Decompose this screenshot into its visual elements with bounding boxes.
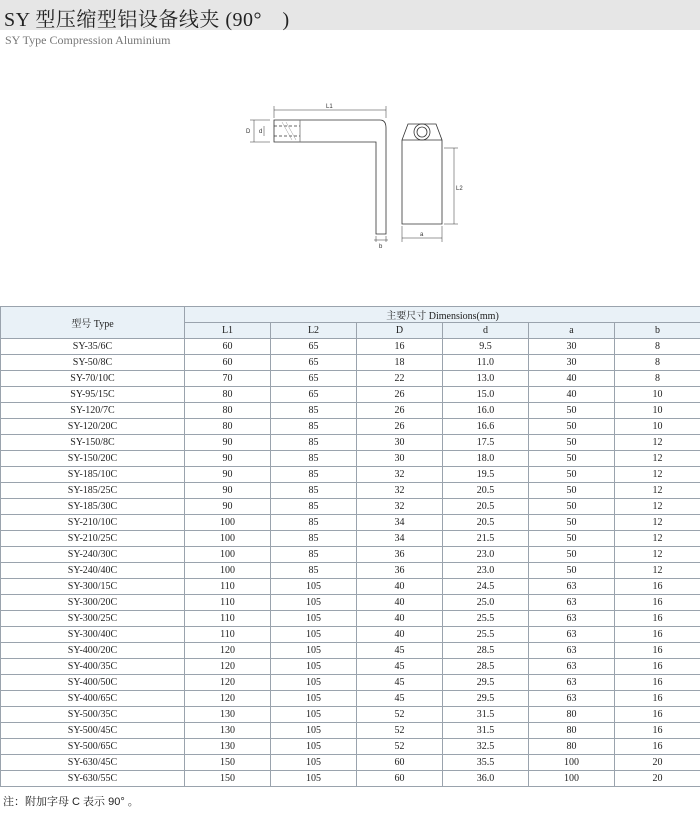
dimension-cell: 45: [357, 643, 443, 659]
dimension-cell: 31.5: [443, 707, 529, 723]
model-cell: SY-500/45C: [1, 723, 185, 739]
model-cell: SY-50/8C: [1, 355, 185, 371]
dimension-cell: 90: [185, 435, 271, 451]
dimension-cell: 16: [615, 627, 700, 643]
dimension-cell: 16: [615, 707, 700, 723]
dimension-cell: 105: [271, 707, 357, 723]
dimension-cell: 60: [185, 339, 271, 355]
dimension-cell: 105: [271, 739, 357, 755]
dimension-cell: 45: [357, 691, 443, 707]
dimension-cell: 11.0: [443, 355, 529, 371]
model-cell: SY-500/65C: [1, 739, 185, 755]
dimension-cell: 100: [185, 515, 271, 531]
dimension-cell: 19.5: [443, 467, 529, 483]
dimension-cell: 85: [271, 435, 357, 451]
table-row: [1, 579, 700, 595]
dimension-cell: 16: [615, 595, 700, 611]
dimension-cell: 63: [529, 643, 615, 659]
model-cell: SY-95/15C: [1, 387, 185, 403]
dimension-cell: 50: [529, 403, 615, 419]
dimension-cell: 105: [271, 643, 357, 659]
dimension-cell: 100: [529, 771, 615, 787]
dimension-cell: 105: [271, 675, 357, 691]
dimension-cell: 50: [529, 419, 615, 435]
dimension-cell: 10: [615, 419, 700, 435]
dimension-cell: 40: [357, 611, 443, 627]
dimension-cell: 105: [271, 611, 357, 627]
table-row: [1, 723, 700, 739]
page-title: SY 型压缩型铝设备线夹 (90° ): [4, 9, 290, 31]
dimension-cell: 60: [357, 755, 443, 771]
dimension-cell: 29.5: [443, 691, 529, 707]
dimension-cell: 150: [185, 771, 271, 787]
dimension-cell: 105: [271, 579, 357, 595]
table-row: [1, 419, 700, 435]
dimension-cell: 34: [357, 515, 443, 531]
dimension-cell: 16: [615, 723, 700, 739]
column-header-a: a: [529, 323, 615, 339]
dimension-cell: 150: [185, 755, 271, 771]
dimension-cell: 100: [185, 563, 271, 579]
table-row: [1, 755, 700, 771]
dimension-cell: 20: [615, 755, 700, 771]
model-cell: SY-300/25C: [1, 611, 185, 627]
dimension-cell: 16: [615, 691, 700, 707]
label-L2: L2: [456, 186, 463, 192]
column-header-b: b: [615, 323, 700, 339]
dimension-cell: 52: [357, 723, 443, 739]
dimension-cell: 25.0: [443, 595, 529, 611]
dimension-cell: 85: [271, 531, 357, 547]
dimension-cell: 12: [615, 531, 700, 547]
label-b: b: [379, 244, 383, 250]
side-view-outline: [274, 120, 386, 234]
dimension-cell: 18.0: [443, 451, 529, 467]
model-cell: SY-500/35C: [1, 707, 185, 723]
dimension-cell: 45: [357, 675, 443, 691]
model-cell: SY-300/15C: [1, 579, 185, 595]
dimension-cell: 90: [185, 499, 271, 515]
column-header-L2: L2: [271, 323, 357, 339]
model-cell: SY-300/40C: [1, 627, 185, 643]
dimension-cell: 31.5: [443, 723, 529, 739]
dimension-cell: 20.5: [443, 483, 529, 499]
dimension-cell: 28.5: [443, 659, 529, 675]
dimension-cell: 50: [529, 547, 615, 563]
table-row: [1, 707, 700, 723]
dimension-cell: 52: [357, 739, 443, 755]
dimension-cell: 12: [615, 483, 700, 499]
label-L1: L1: [326, 104, 333, 110]
table-row: [1, 387, 700, 403]
dimension-cell: 12: [615, 451, 700, 467]
dimension-cell: 120: [185, 691, 271, 707]
dimension-cell: 63: [529, 579, 615, 595]
dimension-cell: 20.5: [443, 515, 529, 531]
dimension-cell: 50: [529, 515, 615, 531]
dimension-cell: 60: [185, 355, 271, 371]
technical-drawing: [240, 100, 470, 250]
dimension-cell: 36: [357, 563, 443, 579]
dimension-cell: 20: [615, 771, 700, 787]
model-cell: SY-150/8C: [1, 435, 185, 451]
dimension-cell: 100: [529, 755, 615, 771]
dimension-cell: 12: [615, 499, 700, 515]
dimension-cell: 130: [185, 739, 271, 755]
model-cell: SY-630/55C: [1, 771, 185, 787]
dimension-cell: 16: [615, 611, 700, 627]
dimension-cell: 65: [271, 387, 357, 403]
dimension-cell: 13.0: [443, 371, 529, 387]
column-header-d: d: [443, 323, 529, 339]
table-row: [1, 355, 700, 371]
dimension-cell: 85: [271, 419, 357, 435]
dimension-cell: 63: [529, 691, 615, 707]
dimension-cell: 105: [271, 755, 357, 771]
table-row: [1, 515, 700, 531]
dimension-cell: 8: [615, 339, 700, 355]
model-cell: SY-70/10C: [1, 371, 185, 387]
dimensions-group-header: 主要尺寸 Dimensions(mm): [185, 307, 700, 323]
dimension-cell: 34: [357, 531, 443, 547]
dimension-cell: 130: [185, 707, 271, 723]
model-cell: SY-150/20C: [1, 451, 185, 467]
dimension-cell: 23.0: [443, 547, 529, 563]
dimension-cell: 28.5: [443, 643, 529, 659]
dimension-cell: 16: [615, 675, 700, 691]
dimension-cell: 63: [529, 659, 615, 675]
dimension-cell: 30: [529, 355, 615, 371]
dimension-cell: 12: [615, 515, 700, 531]
dimension-cell: 80: [185, 387, 271, 403]
dimension-cell: 70: [185, 371, 271, 387]
model-cell: SY-120/20C: [1, 419, 185, 435]
dimension-cell: 80: [529, 707, 615, 723]
table-row: [1, 739, 700, 755]
dimension-cell: 9.5: [443, 339, 529, 355]
dimension-cell: 52: [357, 707, 443, 723]
dimension-cell: 85: [271, 515, 357, 531]
dimension-cell: 26: [357, 387, 443, 403]
dimension-cell: 50: [529, 435, 615, 451]
column-header-D: D: [357, 323, 443, 339]
dimension-cell: 120: [185, 659, 271, 675]
dimension-cell: 22: [357, 371, 443, 387]
dimension-cell: 12: [615, 563, 700, 579]
dimension-cell: 60: [357, 771, 443, 787]
dimension-cell: 24.5: [443, 579, 529, 595]
dimension-cell: 8: [615, 355, 700, 371]
dimension-cell: 50: [529, 499, 615, 515]
dimension-cell: 32: [357, 467, 443, 483]
table-row: [1, 675, 700, 691]
page-subtitle: SY Type Compression Aluminium: [5, 33, 171, 47]
dimension-cell: 25.5: [443, 611, 529, 627]
dimension-cell: 65: [271, 339, 357, 355]
dimension-cell: 30: [357, 451, 443, 467]
dimension-cell: 25.5: [443, 627, 529, 643]
dimension-cell: 80: [529, 739, 615, 755]
dimension-cell: 16: [615, 739, 700, 755]
dimension-cell: 21.5: [443, 531, 529, 547]
label-D: D: [246, 129, 251, 135]
dimension-cell: 30: [357, 435, 443, 451]
dimensions-table: [0, 306, 700, 787]
dimension-cell: 16: [615, 643, 700, 659]
dimension-cell: 90: [185, 467, 271, 483]
dimension-cell: 36: [357, 547, 443, 563]
dimension-cell: 29.5: [443, 675, 529, 691]
dimension-cell: 36.0: [443, 771, 529, 787]
dimension-cell: 30: [529, 339, 615, 355]
dimension-cell: 85: [271, 403, 357, 419]
dimension-cell: 130: [185, 723, 271, 739]
dimension-cell: 65: [271, 371, 357, 387]
dimension-cell: 16.6: [443, 419, 529, 435]
model-cell: SY-185/25C: [1, 483, 185, 499]
dimension-cell: 63: [529, 611, 615, 627]
model-cell: SY-400/35C: [1, 659, 185, 675]
dimension-cell: 10: [615, 403, 700, 419]
dimension-cell: 40: [529, 371, 615, 387]
label-a: a: [420, 232, 424, 238]
dimension-cell: 40: [529, 387, 615, 403]
table-row: [1, 595, 700, 611]
dimension-cell: 12: [615, 547, 700, 563]
model-cell: SY-630/45C: [1, 755, 185, 771]
dimension-cell: 40: [357, 579, 443, 595]
dimension-cell: 85: [271, 451, 357, 467]
table-row: [1, 563, 700, 579]
dimension-cell: 80: [185, 419, 271, 435]
model-cell: SY-35/6C: [1, 339, 185, 355]
dimension-cell: 85: [271, 499, 357, 515]
model-cell: SY-300/20C: [1, 595, 185, 611]
dimension-cell: 26: [357, 419, 443, 435]
dimension-cell: 18: [357, 355, 443, 371]
table-row: [1, 627, 700, 643]
model-cell: SY-400/65C: [1, 691, 185, 707]
table-row: [1, 691, 700, 707]
dimension-cell: 105: [271, 691, 357, 707]
column-header-L1: L1: [185, 323, 271, 339]
table-row: [1, 339, 700, 355]
model-cell: SY-210/25C: [1, 531, 185, 547]
dimension-cell: 23.0: [443, 563, 529, 579]
dimension-cell: 50: [529, 451, 615, 467]
dimension-cell: 45: [357, 659, 443, 675]
dimension-cell: 90: [185, 483, 271, 499]
label-d: d: [259, 129, 263, 135]
dimension-cell: 105: [271, 595, 357, 611]
front-view-outline: [402, 124, 442, 224]
dimension-cell: 12: [615, 467, 700, 483]
table-row: [1, 611, 700, 627]
dimension-cell: 50: [529, 467, 615, 483]
dimension-cell: 16: [615, 579, 700, 595]
dimension-cell: 80: [529, 723, 615, 739]
dimension-cell: 105: [271, 627, 357, 643]
dimension-cell: 20.5: [443, 499, 529, 515]
dimension-cell: 65: [271, 355, 357, 371]
table-row: [1, 371, 700, 387]
dimension-cell: 100: [185, 547, 271, 563]
table-row: [1, 499, 700, 515]
model-cell: SY-185/10C: [1, 467, 185, 483]
dimension-cell: 110: [185, 611, 271, 627]
model-cell: SY-400/20C: [1, 643, 185, 659]
dimension-cell: 50: [529, 483, 615, 499]
dimension-cell: 85: [271, 483, 357, 499]
dimension-cell: 120: [185, 643, 271, 659]
table-row: [1, 771, 700, 787]
dimension-cell: 32.5: [443, 739, 529, 755]
dimension-cell: 63: [529, 675, 615, 691]
dimension-cell: 80: [185, 403, 271, 419]
dimension-cell: 63: [529, 595, 615, 611]
table-row: [1, 483, 700, 499]
dimension-cell: 35.5: [443, 755, 529, 771]
dimension-cell: 50: [529, 563, 615, 579]
table-row: [1, 435, 700, 451]
footnote: 注：附加字母 C 表示 90° 。: [3, 796, 139, 808]
dimension-cell: 50: [529, 531, 615, 547]
dimension-cell: 26: [357, 403, 443, 419]
table-row: [1, 643, 700, 659]
model-cell: SY-400/50C: [1, 675, 185, 691]
dimension-cell: 110: [185, 627, 271, 643]
table-row: [1, 659, 700, 675]
dimension-cell: 16.0: [443, 403, 529, 419]
dimension-cell: 105: [271, 771, 357, 787]
dimension-cell: 32: [357, 483, 443, 499]
dimension-cell: 15.0: [443, 387, 529, 403]
dimension-cell: 40: [357, 595, 443, 611]
dimension-cell: 16: [357, 339, 443, 355]
dimension-cell: 110: [185, 595, 271, 611]
table-row: [1, 467, 700, 483]
dimension-cell: 32: [357, 499, 443, 515]
title-bar: [0, 0, 700, 30]
model-cell: SY-120/7C: [1, 403, 185, 419]
dimension-cell: 120: [185, 675, 271, 691]
model-cell: SY-240/30C: [1, 547, 185, 563]
table-row: [1, 547, 700, 563]
dimension-cell: 10: [615, 387, 700, 403]
model-cell: SY-210/10C: [1, 515, 185, 531]
model-cell: SY-240/40C: [1, 563, 185, 579]
dimension-cell: 63: [529, 627, 615, 643]
dimension-cell: 100: [185, 531, 271, 547]
dimension-cell: 8: [615, 371, 700, 387]
table-body: [1, 339, 700, 787]
dimension-cell: 17.5: [443, 435, 529, 451]
dimension-cell: 105: [271, 723, 357, 739]
table-row: [1, 451, 700, 467]
dimension-cell: 85: [271, 547, 357, 563]
table-row: [1, 531, 700, 547]
dimension-cell: 110: [185, 579, 271, 595]
dimension-cell: 105: [271, 659, 357, 675]
model-cell: SY-185/30C: [1, 499, 185, 515]
type-column-header: 型号 Type: [1, 307, 185, 339]
dimension-cell: 12: [615, 435, 700, 451]
table-row: [1, 403, 700, 419]
dimension-cell: 40: [357, 627, 443, 643]
dimension-cell: 16: [615, 659, 700, 675]
dimension-cell: 85: [271, 467, 357, 483]
dimension-cell: 90: [185, 451, 271, 467]
dimension-cell: 85: [271, 563, 357, 579]
